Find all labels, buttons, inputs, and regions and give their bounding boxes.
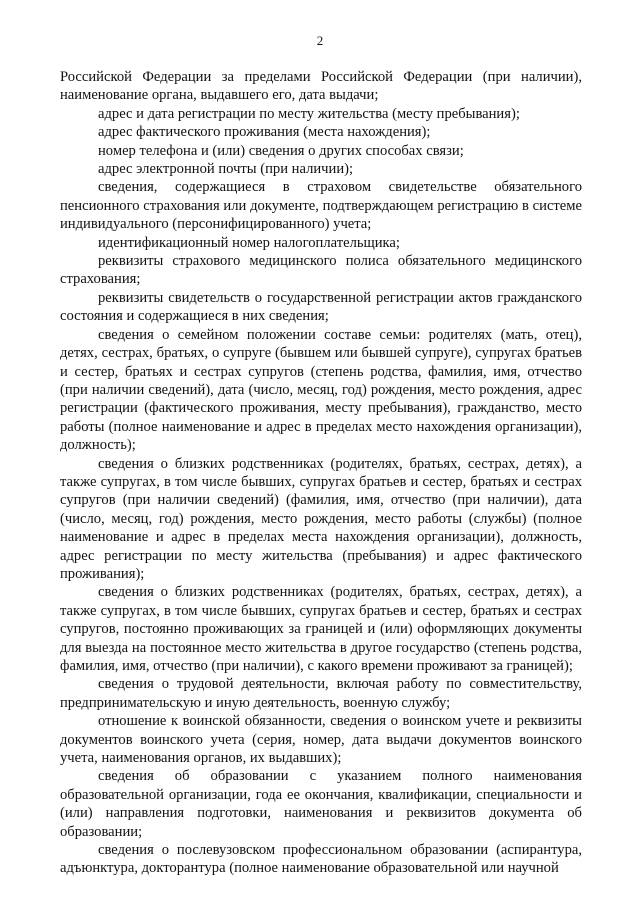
paragraph-2: адрес и дата регистрации по месту жительства (месту пребывания); xyxy=(98,105,520,122)
paragraph-6: сведения, содержащиеся в страховом свидетельстве обязательного пенсионного страхования или документе, подтверждающем регистрацию в системе индивидуального (персонифицированного) учета; xyxy=(60,179,582,233)
paragraph-1: Российской Федерации за пределами Российской Федерации (при наличии), наименование органа, выдавшего его, дата выдачи; xyxy=(60,69,582,104)
paragraph-11: сведения о близких родственниках (родителях, братьях, сестрах, детях), а также супругах, в том числе бывших, супругах братьев и сестер, братьях и сестрах супругов (при наличии сведений) (фамилия, имя, отчество (при наличии), дата (число, месяц, год) рождения, место рождения, место работы (службы) (полное наименование и адрес в пределах места нахождения организации), должность, адрес регистрации по месту жительства (пребывания) и адрес фактического проживания); xyxy=(60,455,582,582)
paragraph-9: реквизиты свидетельств о государственной регистрации актов гражданского состояния и содержащиеся в них сведения; xyxy=(60,289,582,325)
paragraph-15: сведения об образовании с указанием полного наименования образовательной организации, года ее окончания, квалификации, специальности и (или) направления подготовки, наименования и реквизитов документа об образовании; xyxy=(60,768,582,840)
paragraph-10: сведения о семейном положении составе семьи: родителях (мать, отец), детях, сестрах, братьях, о супруге (бывшем или бывшей супруге), супругах братьев и сестер, братьях и сестрах супругов (степень родства, фамилия, имя, отчество (при наличии сведений), дата (число, месяц, год) рождения, место рождения, адрес регистрации (фактического проживания, месту пребывания), гражданство, место работы (полное наименование и адрес в пределах место нахождения организации), должность); xyxy=(60,326,582,454)
document-body xyxy=(60,68,582,878)
paragraph-4: номер телефона и (или) сведения о других способах связи; xyxy=(98,142,464,159)
paragraph-12: сведения о близких родственниках (родителях, братьях, сестрах, детях), а также супругах, в том числе бывших, супругах братьев и сестер, братьях и сестрах супругов, постоянно проживающих за границей и (или) оформляющих документы для выезда на постоянное место жительства в другое государство (степень родства, фамилия, имя, отчество (при наличии), с какого времени проживают за границей); xyxy=(60,584,582,674)
paragraph-16: сведения о послевузовском профессиональном образовании (аспирантура, адъюнктура, докторантура (полное наименование образовательной или научной xyxy=(60,842,582,877)
paragraph-13: сведения о трудовой деятельности, включая работу по совместительству, предпринимательскую и иную деятельность, военную службу; xyxy=(60,676,582,711)
paragraph-5: адрес электронной почты (при наличии); xyxy=(98,161,354,178)
paragraph-14: отношение к воинской обязанности, сведения о воинском учете и реквизиты документов воинского учета (серия, номер, дата выдачи документов воинского учета, наименования органов, их выдавших); xyxy=(60,713,582,767)
paragraph-7: идентификационный номер налогоплательщика; xyxy=(98,234,400,251)
page-number: 2 xyxy=(316,33,324,48)
paragraph-8: реквизиты страхового медицинского полиса обязательного медицинского страхования; xyxy=(60,253,582,288)
paragraph-3: адрес фактического проживания (места нахождения); xyxy=(98,124,431,141)
